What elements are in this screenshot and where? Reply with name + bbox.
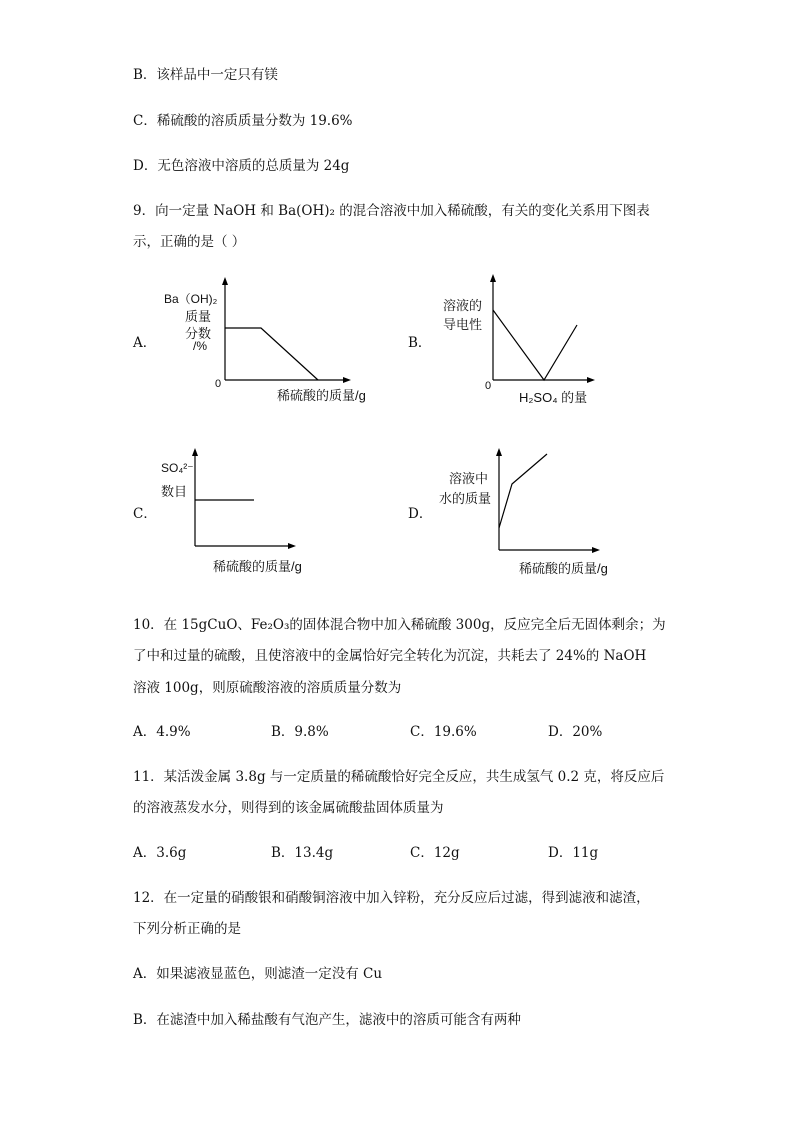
q10-option-d: D．20% bbox=[548, 724, 603, 740]
graph-d-ylabel-1: 溶液中 bbox=[449, 471, 489, 486]
q10-option-b: B．9.8% bbox=[271, 724, 329, 740]
q11-option-c: C．12g bbox=[410, 845, 460, 861]
q12-stem-line1: 12．在一定量的硝酸银和硝酸铜溶液中加入锌粉，充分反应后过滤，得到滤液和滤渣， bbox=[133, 890, 650, 906]
graph-a-letter: A． bbox=[133, 335, 157, 351]
graph-d-plot bbox=[490, 446, 605, 554]
q9-stem-line1: 9．向一定量 NaOH 和 Ba(OH)₂ 的混合溶液中加入稀硫酸，有关的变化关系用下图表 bbox=[133, 203, 650, 219]
q11-option-a: A．3.6g bbox=[133, 845, 187, 861]
graph-b-ylabel-1: 溶液的 bbox=[443, 298, 483, 313]
q11-option-b: B．13.4g bbox=[271, 845, 334, 861]
q12-stem-line2: 下列分析正确的是 bbox=[133, 921, 241, 937]
q11-stem-line2: 的溶液蒸发水分，则得到的该金属硫酸盐固体质量为 bbox=[133, 800, 444, 816]
graph-b-letter: B． bbox=[408, 335, 432, 351]
graph-a-ylabel-3: 分数 bbox=[185, 326, 212, 341]
q10-stem-line1: 10．在 15gCuO、Fe₂O₃的固体混合物中加入稀硫酸 300g，反应完全后无固体剩余；为 bbox=[133, 617, 666, 633]
graph-c-plot bbox=[186, 446, 301, 551]
q12-option-b: B．在滤渣中加入稀盐酸有气泡产生，滤液中的溶质可能含有两种 bbox=[133, 1012, 521, 1028]
q11-stem-line1: 11．某活泼金属 3.8g 与一定质量的稀硫酸恰好完全反应，共生成氢气 0.2 克，将反应后 bbox=[133, 769, 665, 785]
q8-option-c: C．稀硫酸的溶质质量分数为 19.6% bbox=[133, 113, 353, 129]
graph-b-plot bbox=[485, 272, 600, 384]
graph-a-ylabel-2: 质量 bbox=[185, 309, 212, 324]
q10-option-a: A．4.9% bbox=[133, 724, 191, 740]
q10-stem-line2: 了中和过量的硫酸，且使溶液中的金属恰好完全转化为沉淀，共耗去了 24%的 NaOH bbox=[133, 648, 647, 664]
q10-option-c: C．19.6% bbox=[410, 724, 477, 740]
q8-option-b: B．该样品中一定只有镁 bbox=[133, 67, 278, 83]
graph-b-ylabel-2: 导电性 bbox=[443, 317, 483, 332]
q9-stem-line2: 示，正确的是（ ） bbox=[133, 234, 246, 250]
graph-d-curve bbox=[499, 454, 547, 528]
graph-a-ylabel-4: /% bbox=[193, 339, 208, 353]
graph-a-origin: 0 bbox=[215, 378, 222, 390]
graph-d-xlabel: 稀硫酸的质量/g bbox=[519, 561, 608, 576]
graph-d-letter: D． bbox=[408, 506, 433, 522]
q10-stem-line3: 溶液 100g，则原硫酸溶液的溶质质量分数为 bbox=[133, 680, 402, 696]
graph-d-ylabel-2: 水的质量 bbox=[439, 491, 492, 506]
graph-b-xlabel: H₂SO₄ 的量 bbox=[519, 390, 588, 405]
graph-b-origin: 0 bbox=[485, 380, 492, 392]
graph-a-xlabel: 稀硫酸的质量/g bbox=[277, 388, 366, 403]
graph-c-ylabel-1: SO₄²⁻ bbox=[161, 461, 194, 475]
graph-b-curve bbox=[493, 310, 577, 380]
graph-a-plot bbox=[215, 275, 355, 385]
graph-c-ylabel-2: 数目 bbox=[161, 484, 188, 499]
q8-option-d: D．无色溶液中溶质的总质量为 24g bbox=[133, 158, 350, 174]
graph-a-ylabel-1: Ba（OH)₂ bbox=[164, 292, 218, 306]
graph-a-curve bbox=[225, 328, 318, 380]
graph-c-letter: C． bbox=[133, 506, 157, 522]
q11-option-d: D．11g bbox=[548, 845, 599, 861]
q12-option-a: A．如果滤液显蓝色，则滤渣一定没有 Cu bbox=[133, 966, 383, 982]
graph-c-xlabel: 稀硫酸的质量/g bbox=[213, 559, 302, 574]
